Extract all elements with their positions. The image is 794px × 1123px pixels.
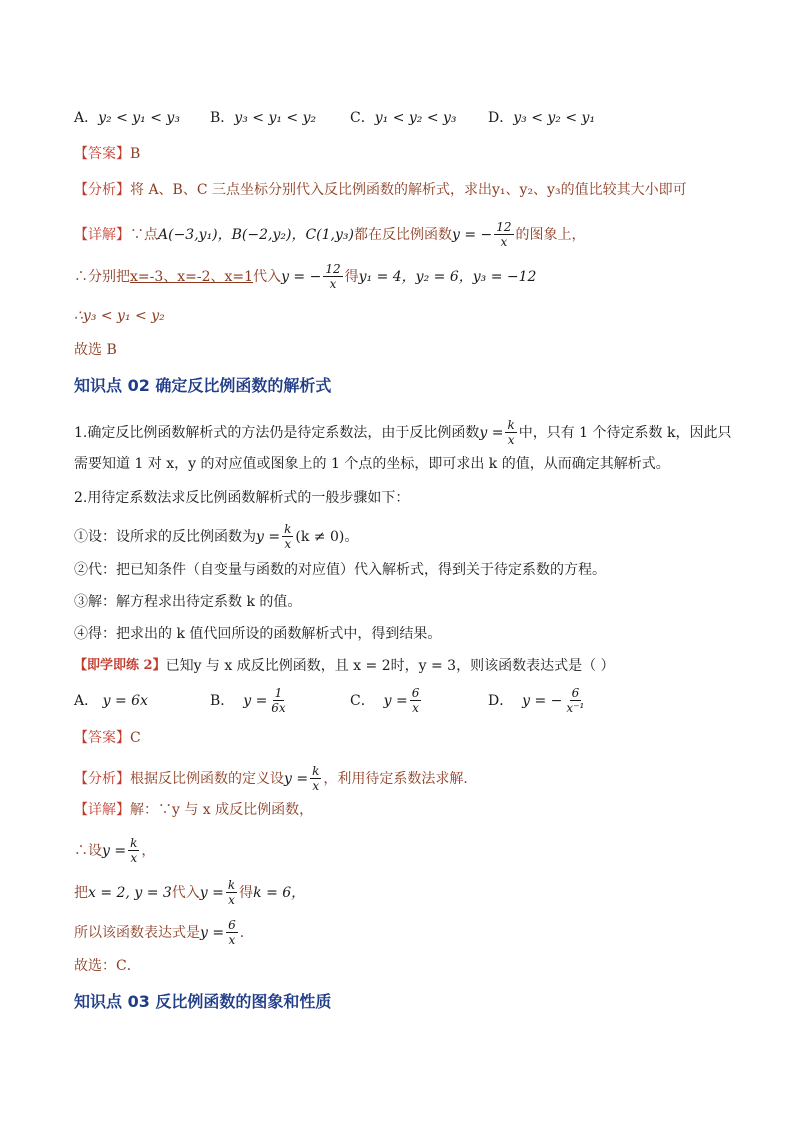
- q2-option-b: B． y = $\frac{1}{6x}$: [210, 686, 286, 715]
- q2-detail-1: 【详解】 解：∵y 与 x 成反比例函数，: [74, 802, 314, 818]
- fraction: $\frac{k}{x}$: [227, 878, 236, 907]
- section2-step-1: ①设：设所求的反比例函数为 y = $\frac{k}{x}$ (k ≠ 0)。: [74, 522, 359, 551]
- q1-conclusion: 故选 B: [74, 342, 117, 358]
- q1-detail-3: ∴y₃ < y₁ < y₂: [74, 308, 165, 324]
- q2-detail-2: ∴设 y = $\frac{k}{x}$ ，: [74, 836, 156, 865]
- section-heading-02: 知识点 02 确定反比例函数的解析式: [74, 376, 332, 395]
- fraction: $\frac{k}{x}$: [130, 836, 138, 865]
- fraction: $\frac{6}{\text{x⁻¹}}$: [566, 686, 585, 715]
- section2-paragraph-2: 需要知道 1 对 x，y 的对应值或图象上的 1 个点的坐标，即可求出 k 的值，从而确定其解析式。: [74, 456, 670, 472]
- fraction: $\frac{12}{x}$: [325, 262, 341, 291]
- q2-options: [74, 686, 588, 715]
- q2-option-a: A． y = 6x: [74, 692, 148, 709]
- fraction: $\frac{k}{x}$: [312, 764, 320, 793]
- q1-detail-1: 【详解】 ∵点 A(−3,y₁)，B(−2,y₂)，C(1,y₃) 都在反比例函数 y = − $\frac{12}{x}$ 的图象上，: [74, 220, 586, 249]
- fraction: $\frac{k}{x}$: [507, 418, 515, 447]
- q2-option-c: C． y = $\frac{6}{x}$: [350, 686, 420, 715]
- fraction: $\frac{6}{x}$: [228, 918, 236, 947]
- section2-step-4: ④得：把求出的 k 值代回所设的函数解析式中，得到结果。: [74, 626, 442, 642]
- q1-answer: 【答案】 B: [74, 146, 141, 162]
- q1-detail-2: ∴分别把 x=-3、x=-2、x=1 代入 y = − $\frac{12}{x}$ 得 y₁ = 4，y₂ = 6，y₃ = −12: [74, 262, 537, 291]
- q1-options: [74, 108, 595, 128]
- q1-analysis: 【分析】 将 A、B、C 三点坐标分别代入反比例函数的解析式，求出y₁、y₂、y₃的值比较其大小即可: [74, 182, 687, 198]
- q1-option-c: C．y₁ < y₂ < y₃: [350, 110, 457, 126]
- fraction: $\frac{6}{x}$: [411, 686, 420, 715]
- q1-option-b: B．y₃ < y₁ < y₂: [210, 110, 317, 126]
- q2-stem: 【即学即练 2】 已知y 与 x 成反比例函数，且 x = 2时，y = 3，则该函数表达式是（ ）: [74, 658, 615, 674]
- q2-detail-4: 所以该函数表达式是 y = $\frac{6}{x}$ ．: [74, 918, 254, 947]
- q1-option-d: D．y₃ < y₂ < y₁: [488, 110, 596, 126]
- q2-analysis: 【分析】 根据反比例函数的定义设 y = $\frac{k}{x}$ ，利用待定系数法求解．: [74, 764, 478, 793]
- section2-step-2: ②代：把已知条件（自变量与函数的对应值）代入解析式，得到关于待定系数的方程。: [74, 562, 606, 578]
- fraction: $\frac{k}{x}$: [284, 522, 292, 551]
- section2-paragraph-1: 1.确定反比例函数解析式的方法仍是待定系数法，由于反比例函数 y = $\frac{k}{x}$ 中，只有 1 个待定系数 k，因此只: [74, 418, 732, 447]
- q2-detail-3: 把 x = 2, y = 3 代入 y = $\frac{k}{x}$ 得 k = 6，: [74, 878, 306, 907]
- q1-option-a: A．y₂ < y₁ < y₃: [74, 110, 180, 126]
- section2-step-3: ③解：解方程求出待定系数 k 的值。: [74, 594, 302, 610]
- q2-answer: 【答案】 C: [74, 730, 141, 746]
- q2-conclusion: 故选：C．: [74, 958, 141, 974]
- fraction: $\frac{12}{x}$: [496, 220, 512, 249]
- section-heading-03: 知识点 03 反比例函数的图象和性质: [74, 992, 332, 1011]
- fraction: $\frac{1}{6x}$: [271, 686, 286, 715]
- section2-paragraph-3: 2.用待定系数法求反比例函数解析式的一般步骤如下：: [74, 490, 410, 506]
- q2-option-d: D． y = − $\frac{6}{\text{x⁻¹}}$: [488, 686, 585, 715]
